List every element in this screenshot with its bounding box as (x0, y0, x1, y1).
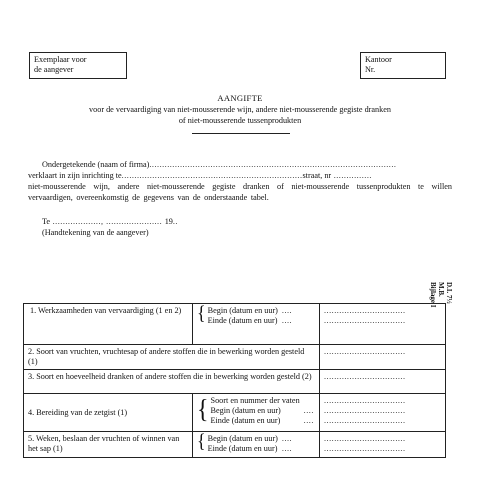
side-ref-line: Bijlage I (429, 282, 437, 308)
brace-symbol: { (197, 301, 206, 324)
location-line (28, 171, 372, 182)
item-value-cell[interactable] (320, 304, 446, 345)
item-value-cell[interactable] (320, 345, 446, 370)
item-sub-label: Einde (datum en uur) (207, 316, 278, 325)
office-box-line: Kantoor (365, 55, 392, 64)
item-label-cell (24, 394, 193, 432)
item-sub-label: Einde (datum en uur) (210, 416, 281, 425)
table-row (24, 432, 446, 458)
item-label: 4. Bereiding van de zetgist (1) (28, 407, 128, 417)
copy-for-declarant-box (29, 52, 127, 79)
fill-dots: ....................................................................... (121, 171, 303, 180)
date-te-label: Te (42, 217, 51, 226)
location-label: verklaart in zijn inrichting te (28, 171, 122, 180)
title-underline (192, 133, 290, 134)
fill-dots: .. (172, 217, 178, 226)
title-line-1: voor de vervaardiging van niet-mousserende wijn, andere niet-mousserende gegiste dranken (89, 105, 391, 114)
brace-symbol: { (197, 429, 206, 452)
office-number-box (360, 52, 446, 79)
item-sub-cell (193, 429, 320, 458)
street-label: straat, nr (302, 171, 332, 180)
title-line-2: of niet-mousserende tussenprodukten (178, 116, 302, 125)
document-title (0, 93, 480, 103)
fill-dots: ................................ ................................ ................................ (324, 396, 406, 425)
item-sub-label: Soort en nummer der vaten (210, 396, 300, 405)
signature-label: (Handtekening van de aangever) (42, 228, 149, 237)
item-label: 3. Soort en hoeveelheid dranken of andere stoffen die in bewerking worden gesteld (2) (28, 372, 312, 381)
signatory-label: Ondergetekende (naam of firma) (42, 160, 150, 169)
item-label: 1. Werkzaamheden van vervaardiging (1 en 2) (30, 306, 182, 315)
title-heading: AANGIFTE (217, 93, 263, 103)
item-label-cell (24, 370, 320, 394)
side-ref-line: D.I. 7½ (445, 282, 453, 304)
table-row (24, 304, 446, 345)
fill-dots: ................................ (324, 347, 406, 356)
fill-dots: .... .... (303, 406, 314, 425)
table-row (24, 345, 446, 370)
declaration-table (23, 303, 446, 458)
date-year-label: 19 (164, 217, 173, 226)
fill-dots: ................................ ................................ (324, 434, 406, 453)
item-label-cell (24, 304, 193, 345)
side-ref-line: M.B. (437, 282, 445, 297)
signatory-line (42, 160, 396, 171)
item-value-cell[interactable] (320, 394, 446, 432)
item-label: 5. Weken, beslaan der vruchten of winnen van het sap (1) (28, 434, 180, 453)
item-value-cell[interactable] (320, 432, 446, 458)
declaration-paragraph: niet-mousserende wijn, andere niet-mousserende gegiste dranken of niet-mousserende tussenprodukten te willen vervaardigen, overeenkomstig de gegevens van de onderstaande tabel. (28, 182, 452, 202)
fill-dots: ................................................................................................. (149, 160, 397, 169)
date-line (42, 217, 178, 228)
fill-dots: ..................., ...................... (50, 217, 165, 226)
item-sub-cell (193, 301, 320, 345)
item-value-cell[interactable] (320, 370, 446, 394)
copy-box-line: de aangever (34, 65, 74, 74)
item-sub-label: Einde (datum en uur) (207, 444, 278, 453)
item-sub-label: Begin (datum en uur) (207, 306, 278, 315)
item-label: 2. Soort van vruchten, vruchtesap of andere stoffen die in bewerking worden gesteld (1) (28, 347, 305, 366)
office-box-line: Nr. (365, 65, 376, 74)
item-sub-label: Begin (datum en uur) (207, 434, 278, 443)
fill-dots: ............... (331, 171, 372, 180)
table-row (24, 394, 446, 432)
copy-box-line: Exemplaar voor (34, 55, 87, 64)
fill-dots: ................................ ................................ (324, 306, 406, 325)
item-sub-cell (193, 394, 320, 432)
table-row (24, 370, 446, 394)
fill-dots: ................................ (324, 372, 406, 381)
item-sub-label: Begin (datum en uur) (210, 406, 281, 415)
item-label-cell (24, 345, 320, 370)
fill-dots: .... .... (281, 306, 293, 325)
item-label-cell (24, 432, 193, 458)
fill-dots: .... .... (281, 434, 293, 453)
brace-symbol: { (197, 395, 209, 425)
